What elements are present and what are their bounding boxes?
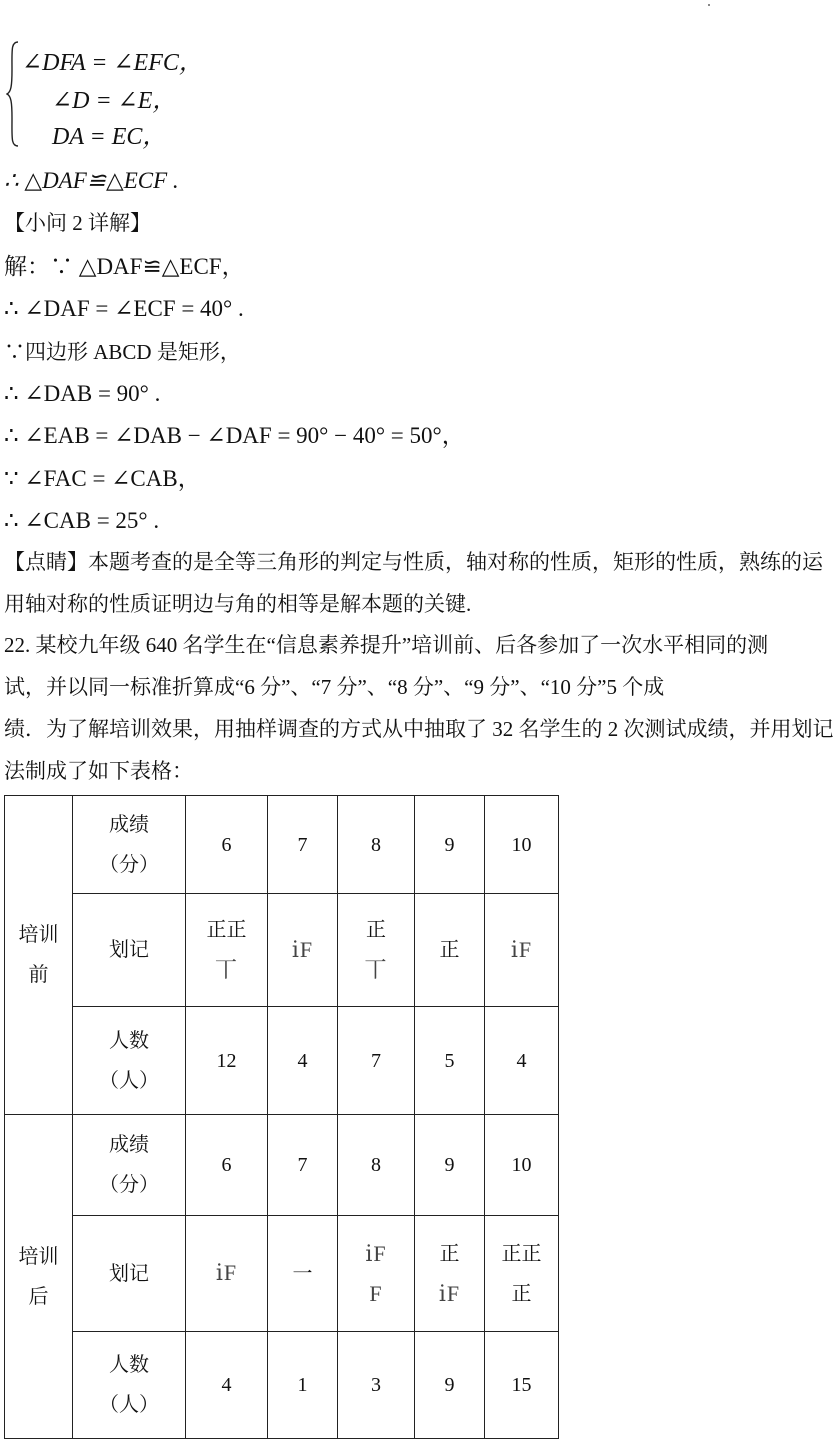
proof-line-3: ∵四边形 ABCD 是矩形， <box>4 340 241 364</box>
tally-mark: ⅰF <box>215 1260 238 1285</box>
tally-mark: 正 <box>439 939 460 961</box>
equation-system <box>6 40 246 152</box>
score-header-text: 成绩 <box>109 813 149 836</box>
table-row-after-tallies <box>5 1216 559 1332</box>
score-cell: 9 <box>415 796 485 894</box>
score-tally-table <box>4 795 559 1439</box>
equation-2: ∠D = ∠E， <box>52 88 177 114</box>
count-header-unit: （人） <box>99 1394 159 1416</box>
tally-cell <box>186 894 268 1007</box>
group-label-part: 前 <box>28 964 49 986</box>
tally-cell <box>186 1216 268 1332</box>
comment-line-1: 【点睛】本题考查的是全等三角形的判定与性质，轴对称的性质，矩形的性质，熟练的运 <box>4 550 823 574</box>
tally-cell <box>338 894 415 1007</box>
tally-mark: 正正 <box>501 1242 542 1265</box>
tally-mark: 正 <box>366 919 386 941</box>
count-cell: 4 <box>485 1007 559 1115</box>
subquestion-2-header: 【小问 2 详解】 <box>4 211 151 235</box>
group-label-part: 培训 <box>18 1245 59 1268</box>
score-cell: 10 <box>485 796 559 894</box>
count-header-unit: （人） <box>99 1069 159 1092</box>
tally-cell <box>268 894 338 1007</box>
tally-mark: 正 <box>511 1282 532 1305</box>
question-22-line-2: 试，并以同一标准折算成“6 分”、“7 分”、“8 分”、“9 分”、“10 分”5 个成 <box>4 675 665 699</box>
question-22-line-3: 绩．为了解培训效果，用抽样调查的方式从中抽取了 32 名学生的 2 次测试成绩，并用划记 <box>4 717 834 741</box>
score-cell: 10 <box>485 1115 559 1216</box>
comment-line-2: 用轴对称的性质证明边与角的相等是解本题的关键. <box>4 592 472 616</box>
score-header-unit: （分） <box>99 853 159 876</box>
group-label-part: 后 <box>28 1285 49 1308</box>
tally-mark: 正正 <box>206 919 247 941</box>
table-row-before-tallies <box>5 894 559 1007</box>
proof-line-4: ∴ ∠DAB = 90° . <box>4 381 161 406</box>
tally-mark: ⅰF <box>365 1240 387 1266</box>
table-row-after-scores <box>5 1115 559 1216</box>
table-row-before-scores <box>5 796 559 894</box>
count-header-cell <box>73 1332 186 1439</box>
tally-mark: ⅰF <box>510 936 533 962</box>
score-header-unit: （分） <box>99 1174 159 1196</box>
proof-line-5: ∴ ∠EAB = ∠DAB − ∠DAF = 90° − 40° = 50°， <box>4 423 465 448</box>
tally-cell <box>338 1216 415 1332</box>
table-row-before-counts <box>5 1007 559 1115</box>
tally-mark: 丅 <box>214 957 238 982</box>
score-header-text: 成绩 <box>109 1134 149 1156</box>
count-cell: 5 <box>415 1007 485 1115</box>
group-label-part: 培训 <box>18 924 59 946</box>
question-22-line-1: 22. 某校九年级 640 名学生在“信息素养提升”培训前、后各参加了一次水平相同的测 <box>4 633 769 657</box>
proof-line-7: ∴ ∠CAB = 25° . <box>4 508 160 533</box>
group-label-before <box>5 796 73 1115</box>
proof-line-1: 解：∵ △DAF≌△ECF， <box>4 254 245 279</box>
tally-mark: 正 <box>439 1242 460 1265</box>
question-22-line-4: 法制成了如下表格： <box>4 759 193 783</box>
count-cell: 1 <box>268 1332 338 1439</box>
tally-header-cell: 划记 <box>73 1216 186 1332</box>
count-cell: 9 <box>415 1332 485 1439</box>
congruence-conclusion: ∴ △DAF≌△ECF . <box>4 168 179 193</box>
scan-speck <box>708 4 710 6</box>
tally-cell <box>268 1216 338 1332</box>
count-header-text: 人数 <box>109 1354 149 1376</box>
tally-cell <box>485 894 559 1007</box>
score-cell: 7 <box>268 796 338 894</box>
count-cell: 12 <box>186 1007 268 1115</box>
score-cell: 6 <box>186 1115 268 1216</box>
count-cell: 7 <box>338 1007 415 1115</box>
tally-cell <box>485 1216 559 1332</box>
tally-mark: ⅰF <box>291 936 314 962</box>
score-header-cell <box>73 796 186 894</box>
tally-cell <box>415 894 485 1007</box>
proof-line-2: ∴ ∠DAF = ∠ECF = 40° . <box>4 296 244 321</box>
count-cell: 15 <box>485 1332 559 1439</box>
group-label-after <box>5 1115 73 1439</box>
equation-1: ∠DFA = ∠EFC， <box>22 50 203 76</box>
count-cell: 4 <box>186 1332 268 1439</box>
count-header-text: 人数 <box>109 1029 149 1052</box>
score-cell: 8 <box>338 1115 415 1216</box>
count-header-cell <box>73 1007 186 1115</box>
tally-cell <box>415 1216 485 1332</box>
table-row-after-counts <box>5 1332 559 1439</box>
proof-line-6: ∵ ∠FAC = ∠CAB， <box>4 466 201 491</box>
tally-mark: 丅 <box>364 957 388 982</box>
score-header-cell <box>73 1115 186 1216</box>
score-cell: 9 <box>415 1115 485 1216</box>
tally-mark: 一 <box>292 1262 313 1285</box>
tally-mark: ⅰF <box>438 1280 461 1306</box>
score-cell: 7 <box>268 1115 338 1216</box>
left-brace-icon <box>6 40 20 148</box>
count-cell: 3 <box>338 1332 415 1439</box>
score-cell: 6 <box>186 796 268 894</box>
tally-header-cell: 划记 <box>73 894 186 1007</box>
score-cell: 8 <box>338 796 415 894</box>
tally-mark: F <box>369 1280 383 1306</box>
equation-3: DA = EC， <box>52 124 167 150</box>
count-cell: 4 <box>268 1007 338 1115</box>
